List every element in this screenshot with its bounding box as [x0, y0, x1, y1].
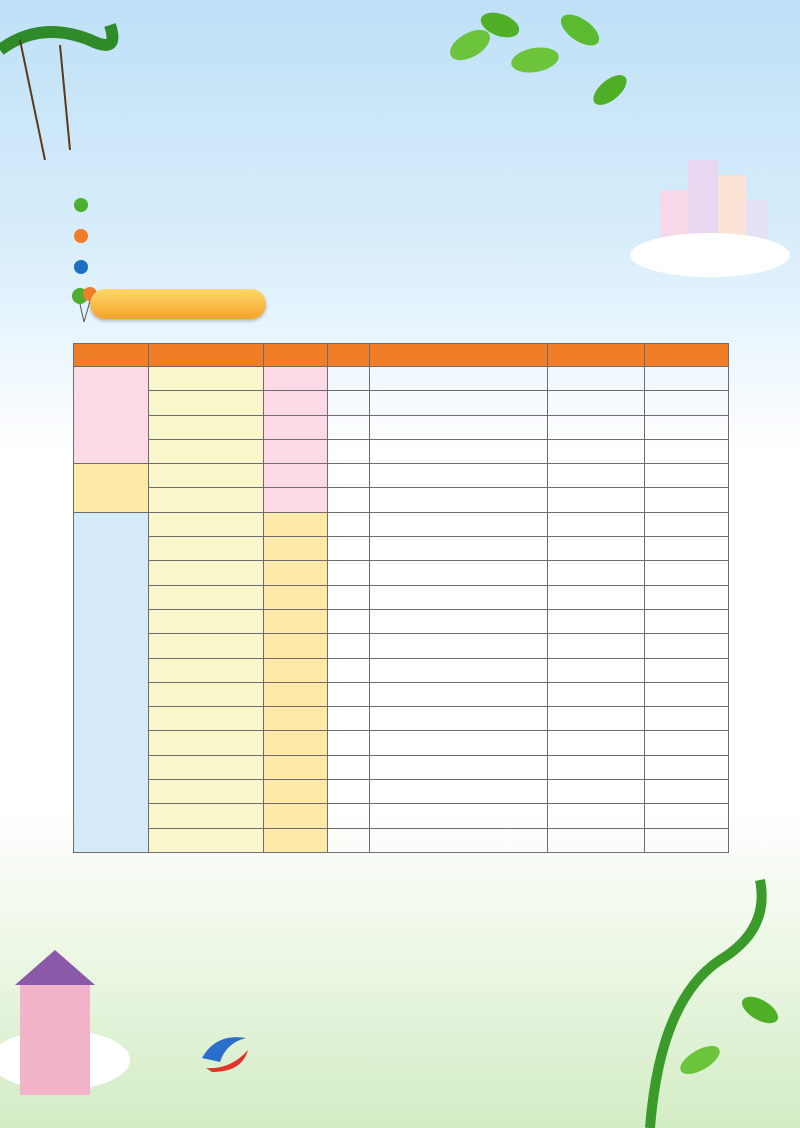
fee-cell [548, 512, 645, 536]
subject-cell [149, 707, 264, 731]
target-cell [264, 658, 328, 682]
legend [725, 319, 729, 332]
subject-cell [149, 561, 264, 585]
capacity-cell [328, 755, 370, 779]
category-cell [74, 367, 149, 464]
section-title [90, 289, 266, 319]
note-cell [645, 464, 729, 488]
note-cell [645, 731, 729, 755]
fee-cell [548, 464, 645, 488]
capacity-cell [328, 561, 370, 585]
subject-cell [149, 439, 264, 463]
fee-cell [548, 780, 645, 804]
fee-cell [548, 804, 645, 828]
table-row [74, 804, 729, 828]
time-cell [370, 731, 548, 755]
table-row [74, 780, 729, 804]
fee-cell [548, 634, 645, 658]
table-row [74, 609, 729, 633]
fee-cell [548, 367, 645, 391]
fee-cell [548, 439, 645, 463]
table-row [74, 561, 729, 585]
subject-cell [149, 634, 264, 658]
note-cell [645, 367, 729, 391]
target-cell [264, 634, 328, 658]
note-cell [645, 391, 729, 415]
target-cell [264, 804, 328, 828]
column-header [328, 344, 370, 367]
capacity-cell [328, 682, 370, 706]
fee-cell [548, 707, 645, 731]
subject-cell [149, 755, 264, 779]
time-cell [370, 561, 548, 585]
capacity-cell [328, 707, 370, 731]
note-cell [645, 707, 729, 731]
table-row [74, 585, 729, 609]
subject-cell [149, 828, 264, 852]
subject-cell [149, 585, 264, 609]
target-cell [264, 415, 328, 439]
subject-cell [149, 512, 264, 536]
table-row [74, 415, 729, 439]
note-cell [645, 561, 729, 585]
note-cell [645, 439, 729, 463]
target-cell [264, 609, 328, 633]
target-cell [264, 682, 328, 706]
note-cell [645, 537, 729, 561]
subject-cell [149, 464, 264, 488]
capacity-cell [328, 780, 370, 804]
fee-cell [548, 828, 645, 852]
subject-cell [149, 780, 264, 804]
column-header [645, 344, 729, 367]
category-cell [74, 512, 149, 852]
capacity-cell [328, 537, 370, 561]
note-cell [645, 488, 729, 512]
capacity-cell [328, 512, 370, 536]
note-cell [645, 682, 729, 706]
target-cell [264, 537, 328, 561]
time-cell [370, 537, 548, 561]
target-cell [264, 488, 328, 512]
target-cell [264, 464, 328, 488]
capacity-cell [328, 828, 370, 852]
subject-cell [149, 415, 264, 439]
time-cell [370, 439, 548, 463]
fee-cell [548, 415, 645, 439]
subject-cell [149, 609, 264, 633]
time-cell [370, 367, 548, 391]
fee-cell [548, 731, 645, 755]
capacity-cell [328, 609, 370, 633]
fee-cell [548, 537, 645, 561]
fee-cell [548, 609, 645, 633]
time-cell [370, 658, 548, 682]
note-cell [645, 780, 729, 804]
subject-cell [149, 731, 264, 755]
table-row [74, 512, 729, 536]
fee-cell [548, 585, 645, 609]
target-cell [264, 780, 328, 804]
fee-cell [548, 682, 645, 706]
table-row [74, 367, 729, 391]
time-cell [370, 707, 548, 731]
subject-cell [149, 391, 264, 415]
time-cell [370, 512, 548, 536]
column-header [74, 344, 149, 367]
table-row [74, 707, 729, 731]
capacity-cell [328, 731, 370, 755]
time-cell [370, 780, 548, 804]
table-row [74, 658, 729, 682]
capacity-cell [328, 585, 370, 609]
table-row [74, 755, 729, 779]
fee-cell [548, 755, 645, 779]
target-cell [264, 707, 328, 731]
fee-cell [548, 488, 645, 512]
table-row [74, 464, 729, 488]
subject-cell [149, 488, 264, 512]
time-cell [370, 391, 548, 415]
subject-cell [149, 682, 264, 706]
subject-cell [149, 804, 264, 828]
target-cell [264, 391, 328, 415]
table-row [74, 682, 729, 706]
time-cell [370, 464, 548, 488]
capacity-cell [328, 488, 370, 512]
target-cell [264, 367, 328, 391]
subject-cell [149, 537, 264, 561]
table-row [74, 488, 729, 512]
time-cell [370, 585, 548, 609]
note-cell [645, 658, 729, 682]
column-header [264, 344, 328, 367]
target-cell [264, 561, 328, 585]
fee-cell [548, 658, 645, 682]
time-cell [370, 609, 548, 633]
table-row [74, 439, 729, 463]
info-recruit-period [74, 196, 94, 216]
time-cell [370, 488, 548, 512]
time-cell [370, 634, 548, 658]
time-cell [370, 804, 548, 828]
note-cell [645, 755, 729, 779]
green-bullet-icon [74, 198, 88, 212]
column-header [548, 344, 645, 367]
time-cell [370, 828, 548, 852]
course-table [73, 343, 729, 853]
capacity-cell [328, 391, 370, 415]
subject-cell [149, 367, 264, 391]
table-row [74, 731, 729, 755]
table-header [74, 344, 729, 367]
capacity-cell [328, 464, 370, 488]
time-cell [370, 682, 548, 706]
category-cell [74, 464, 149, 513]
table-row [74, 537, 729, 561]
capacity-cell [328, 658, 370, 682]
table-row [74, 634, 729, 658]
blue-bullet-icon [74, 260, 88, 274]
capacity-cell [328, 439, 370, 463]
column-header [370, 344, 548, 367]
column-header [149, 344, 264, 367]
capacity-cell [328, 415, 370, 439]
emblem-logo [196, 1028, 256, 1074]
capacity-cell [328, 634, 370, 658]
orange-bullet-icon [74, 229, 88, 243]
capacity-cell [328, 804, 370, 828]
target-cell [264, 828, 328, 852]
note-cell [645, 828, 729, 852]
note-cell [645, 512, 729, 536]
subject-cell [149, 658, 264, 682]
table-row [74, 828, 729, 852]
fee-cell [548, 391, 645, 415]
target-cell [264, 755, 328, 779]
table-row [74, 391, 729, 415]
target-cell [264, 439, 328, 463]
target-cell [264, 585, 328, 609]
target-cell [264, 731, 328, 755]
note-cell [645, 415, 729, 439]
target-cell [264, 512, 328, 536]
info-class-period [74, 227, 94, 247]
capacity-cell [328, 367, 370, 391]
note-cell [645, 609, 729, 633]
note-cell [645, 585, 729, 609]
note-cell [645, 804, 729, 828]
time-cell [370, 755, 548, 779]
fee-cell [548, 561, 645, 585]
info-apply-method [74, 258, 94, 278]
note-cell [645, 634, 729, 658]
time-cell [370, 415, 548, 439]
